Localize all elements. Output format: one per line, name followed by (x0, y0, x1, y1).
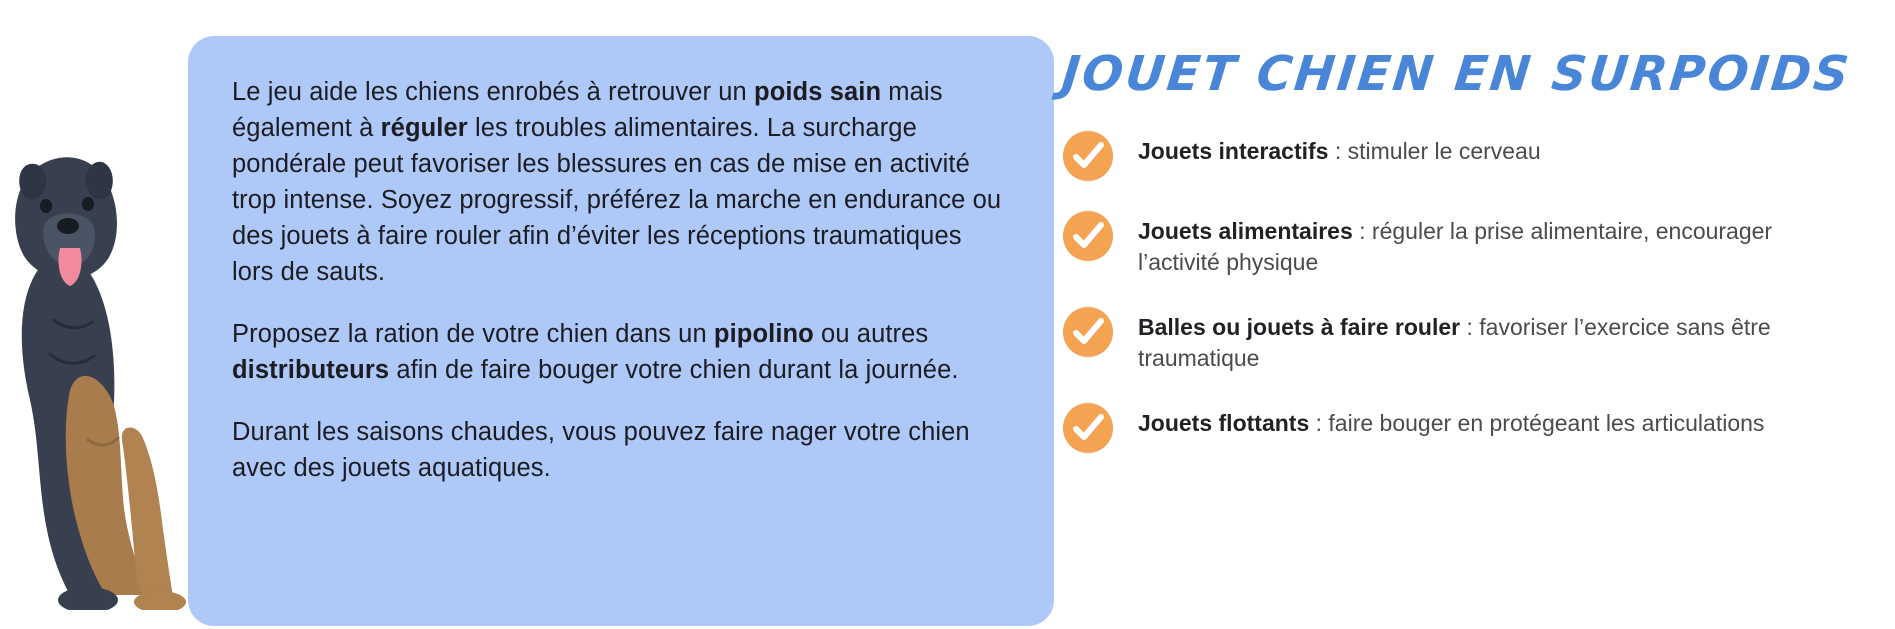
paragraph-1-part-4: La surcharge pondérale peut favoriser les blessures en cas de mise en activité trop intense. (232, 114, 970, 214)
list-item (1062, 402, 1882, 454)
dog-illustration (10, 140, 210, 610)
list-item-text (1138, 402, 1764, 439)
paragraph-1-bold-2: réguler (380, 114, 468, 142)
paragraph-1-part-5: Soyez progressif, préférez la marche en endurance ou des jouets à faire rouler afin d’éviter les réceptions traumatiques lors de sauts. (232, 186, 1002, 286)
paragraph-2-bold-2: distributeurs (232, 356, 390, 384)
list-item-rest: : réguler la prise alimentaire, encourager l’activité physique (1138, 218, 1773, 275)
paragraph-2-part-1: Proposez la ration de votre chien dans un (232, 320, 714, 348)
panel-paragraph-2 (232, 316, 1010, 388)
paragraph-1-part-3: les troubles alimentaires. (467, 114, 760, 142)
page-title: JOUET CHIEN EN SURPOIDS (1059, 46, 1854, 102)
list-item-text (1138, 130, 1541, 167)
paragraph-2-part-3: afin de faire bouger votre chien durant la journée. (389, 356, 959, 384)
paragraph-2-part-2: ou autres (813, 320, 929, 348)
check-circle-icon (1062, 402, 1114, 454)
list-item (1062, 130, 1882, 182)
check-circle-icon (1062, 130, 1114, 182)
panel-paragraph-3 (232, 414, 1010, 486)
list-item-lead: Balles ou jouets à faire rouler (1138, 314, 1461, 340)
list-item-text (1138, 210, 1838, 278)
list-item-text (1138, 306, 1838, 374)
paragraph-1-bold-1: poids sain (754, 78, 882, 106)
list-item-rest: : stimuler le cerveau (1328, 138, 1541, 164)
list-item-lead: Jouets flottants (1138, 410, 1310, 436)
paragraph-1-part-2: mais également à (232, 78, 943, 142)
list-item (1062, 210, 1882, 278)
list-item (1062, 306, 1882, 374)
panel-paragraph-1 (232, 74, 1010, 290)
list-item-rest: : faire bouger en protégeant les articulations (1309, 410, 1765, 436)
right-column (1059, 46, 1882, 586)
text-panel (188, 36, 1054, 626)
benefit-list (1062, 130, 1882, 454)
list-item-lead: Jouets alimentaires (1138, 218, 1353, 244)
check-circle-icon (1062, 210, 1114, 262)
paragraph-1-part-1: Le jeu aide les chiens enrobés à retrouver un (232, 78, 755, 106)
list-item-rest: : favoriser l’exercice sans être traumatique (1138, 314, 1771, 371)
check-circle-icon (1062, 306, 1114, 358)
paragraph-3-part-1: Durant les saisons chaudes, vous pouvez faire nager votre chien avec des jouets aquatiques. (232, 418, 970, 482)
list-item-lead: Jouets interactifs (1138, 138, 1329, 164)
paragraph-2-bold-1: pipolino (713, 320, 814, 348)
